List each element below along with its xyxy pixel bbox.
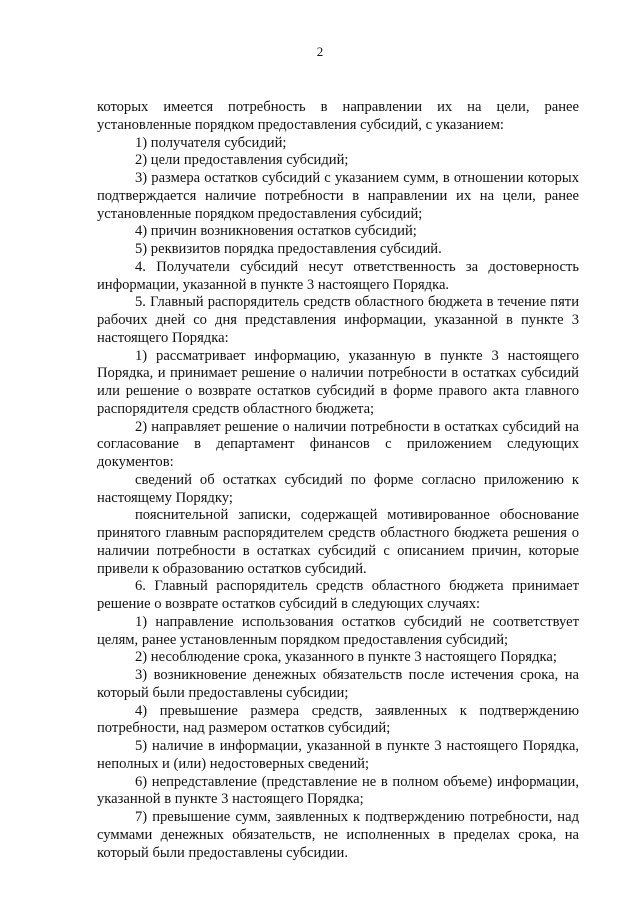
paragraph: 5) реквизитов порядка предоставления субсидий.: [135, 241, 442, 257]
paragraph: которых имеется потребность в направлении их на цели, ранее установленные порядком предоставления субсидий, с указанием:: [97, 99, 579, 133]
paragraph: 3) размера остатков субсидий с указанием сумм, в отношении которых подтверждается наличие потребности в направлении их на цели, ранее установленные порядком предоставления субсидий;: [97, 170, 579, 222]
paragraph: 2) цели предоставления субсидий;: [135, 152, 349, 169]
paragraph: 4) причин возникновения остатков субсидий;: [135, 223, 417, 240]
paragraph: 1) рассматривает информацию, указанную в пункте 3 настоящего Порядка, и принимает решение о наличии потребности в остатках субсидий или решение о возврате остатков субсидий в форме правого акта главного распорядителя средств областного бюджета;: [97, 347, 579, 417]
paragraph: 6) непредставление (представление не в полном объеме) информации, указанной в пункте 3 настоящего Порядка;: [97, 773, 579, 808]
paragraph: пояснительной записки, содержащей мотивированное обоснование принятого главным распорядителем средств областного бюджета решения о наличии потребности в остатках субсидий с описанием причин, которые привели к образованию остатков субсидий.: [97, 507, 579, 577]
paragraph: 1) направление использования остатков субсидий не соответствует целям, ранее установленным порядком предоставления субсидий;: [97, 613, 579, 648]
paragraph: 5) наличие в информации, указанной в пункте 3 настоящего Порядка, неполных и (или) недостоверных сведений;: [97, 738, 579, 772]
paragraph: 1) получателя субсидий;: [135, 134, 287, 151]
paragraph: 2) несоблюдение срока, указанного в пункте 3 настоящего Порядка;: [135, 649, 557, 666]
paragraph: 6. Главный распорядитель средств областного бюджета принимает решение о возврате остатков субсидий в следующих случаях:: [97, 578, 579, 612]
paragraph: 4. Получатели субсидий несут ответственность за достоверность информации, указанной в пункте 3 настоящего Порядка.: [97, 258, 579, 293]
paragraph: 4) превышение размера средств, заявленных к подтверждению потребности, над размером остатков субсидий;: [97, 702, 579, 737]
paragraph: 2) направляет решение о наличии потребности в остатках субсидий на согласование в департамент финансов с приложением следующих документов:: [97, 418, 579, 470]
page-number: 2: [316, 44, 324, 59]
body-text: [97, 99, 579, 862]
paragraph: 5. Главный распорядитель средств областного бюджета в течение пяти рабочих дней со дня представления информации, указанной в пункте 3 настоящего Порядка:: [97, 294, 579, 346]
paragraph: сведений об остатках субсидий по форме согласно приложению к настоящему Порядку;: [97, 471, 579, 506]
paragraph: 3) возникновение денежных обязательств после истечения срока, на который были предоставлены субсидии;: [97, 667, 579, 701]
paragraph: 7) превышение сумм, заявленных к подтверждению потребности, над суммами денежных обязательств, не исполненных в пределах срока, на который были предоставлены субсидии.: [97, 809, 579, 861]
